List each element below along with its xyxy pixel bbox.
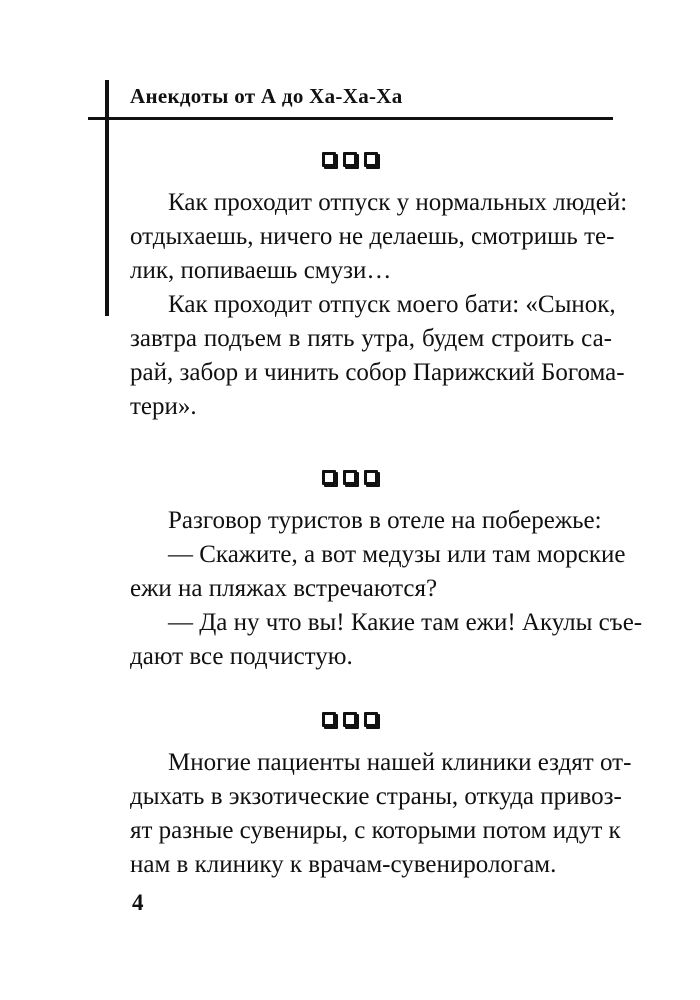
- section-separator: [0, 712, 700, 727]
- square-bullet-icon: [364, 152, 378, 167]
- square-bullet-icon: [322, 152, 336, 167]
- text-line: рай, забор и чинить собор Парижский Богома-: [130, 359, 625, 386]
- text-line: тери».: [130, 393, 197, 420]
- text-line: Многие пациенты нашей клиники ездят от-: [168, 749, 632, 776]
- vertical-rule: [105, 80, 109, 316]
- square-bullet-icon: [343, 712, 357, 727]
- text-line: — Да ну что вы! Какие там ежи! Акулы съе-: [168, 609, 643, 636]
- text-line: Разговор туристов в отеле на побережье:: [168, 507, 602, 534]
- text-line: завтра подъем в пять утра, будем строить са-: [130, 325, 612, 352]
- square-bullet-icon: [322, 470, 336, 485]
- square-bullet-icon: [364, 712, 378, 727]
- square-bullet-icon: [364, 470, 378, 485]
- square-bullet-icon: [322, 712, 336, 727]
- text-line: Как проходит отпуск моего бати: «Сынок,: [168, 291, 616, 318]
- header-rule: [88, 117, 613, 120]
- text-line: Как проходит отпуск у нормальных людей:: [168, 189, 628, 216]
- text-line: нам в клинику к врачам-сувенирологам.: [130, 851, 557, 878]
- section-separator: [0, 152, 700, 167]
- section-separator: [0, 470, 700, 485]
- text-line: ят разные сувениры, с которыми потом идут к: [130, 817, 621, 844]
- page-number: 4: [132, 890, 144, 915]
- text-line: ежи на пляжах встречаются?: [130, 575, 438, 602]
- text-line: дают все подчистую.: [130, 643, 353, 670]
- text-line: отдыхаешь, ничего не делаешь, смотришь те-: [130, 223, 615, 250]
- square-bullet-icon: [343, 152, 357, 167]
- text-line: дыхать в экзотические страны, откуда привоз-: [130, 783, 622, 810]
- running-title: Анекдоты от А до Ха-Ха-Ха: [130, 84, 403, 108]
- text-line: лик, попиваешь смузи…: [130, 257, 392, 284]
- text-line: — Скажите, а вот медузы или там морские: [168, 541, 626, 568]
- square-bullet-icon: [343, 470, 357, 485]
